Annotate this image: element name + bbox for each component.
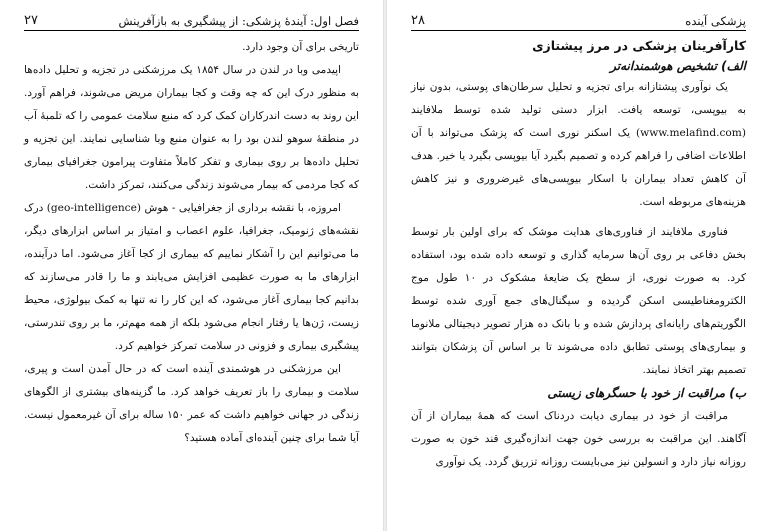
paragraph-a2: فناوری ملافایند از فناوری‌های هدایت موشک که برای اولین بار توسط بخش دفاعی بر روی آن‌ها سرمایه گذاری و توسعه داده شده بود، استفاده کرد. به صورت نوری، از سطح یک ضایعهٔ مشکوک در ۱۰ طول موج الکترومغناطیسی اسکن گردیده و سیگنال‌های جمع آوری شده توسط الگوریتم‌های رایانه‌ای پردازش شده و با بانک ده هزار تصویر دیجیتالی ملانوما و بیماری‌های پوستی تطابق داده می‌شوند تا بر اساس آن پزشکان بتوانند تصمیم بهتر اتخاذ نمایند.: [411, 226, 747, 376]
right-page: [387, 0, 770, 531]
paragraph-1: تاریخی برای آن وجود دارد.: [242, 41, 359, 53]
left-header-title: فصل اول: آیندهٔ پزشکی: از پیشگیری به بازآفرینش: [118, 14, 359, 28]
heading-sub-a: الف) تشخیص هوشمندانه‌تر: [610, 59, 746, 73]
right-page-body: [411, 36, 746, 474]
left-page: [0, 0, 383, 531]
left-page-number: ۲۷: [24, 13, 38, 28]
paragraph-3: امروزه، با نقشه برداری از جغرافیایی - هوش (geo-intelligence) درک نقشه‌های ژنومیک، جغرافیا، علوم اعصاب و امتیاز بر اساس ابزارهای دیگر، ما می‌توانیم این را آشکار نماییم که بیماری از کجا آغاز می‌شود. اما درآینده، ابزارهای ما به صورت عظیمی افزایش می‌یابند و ما را قادر می‌سازند که بدانیم کجا بیماری آغاز می‌شود، که این کار را نه تنها به کمک بیولوژی، محیط زیست، ژن‌ها یا رفتار انجام می‌شود بلکه از همه مهم‌تر، ما بر روی تندرستی، پیشگیری بیماری و فزونی در سلامت تمرکز خواهیم کرد.: [24, 202, 359, 352]
right-header-title: پزشکی آینده: [685, 14, 746, 28]
paragraph-a1: یک نوآوری پیشتازانه برای تجزیه و تحلیل سرطان‌های پوستی، بدون نیاز به بیوپسی، توسعه یافت. ابزار دستی تولید شده توسط ملافایند (www.melafind.com) یک اسکنر نوری است که پزشک می‌تواند با آن اطلاعات اضافی را فراهم کرده و تصمیم بگیرد آیا بیوپسی بگیرد یا خیر. هدف آن کاهش تعداد بیماران با اسکار بیوپسی‌های غیرضروری و نیز کاهش هزینه‌های مربوطه است.: [411, 81, 746, 208]
left-page-header: [24, 8, 359, 31]
book-gutter: [383, 0, 387, 531]
paragraph-b1: مراقبت از خود در بیماری دیابت دردناک است که همهٔ بیماران از آن آگاهند. این مراقبت به بررسی خون جهت اندازه‌گیری قند خون به صورت روزانه نیاز دارد و انسولین نیز می‌بایست روزانه تزریق گردد. یک نوآوری: [411, 410, 746, 468]
right-page-number: ۲۸: [411, 13, 425, 28]
left-page-body: [24, 36, 359, 450]
heading-main: کارآفرینان پزشکی در مرز پیشتازی: [532, 38, 746, 53]
paragraph-4: این مرزشکنی در هوشمندی آینده است که در حال آمدن است و پیری، سلامت و بیماری را باز تعریف خواهد کرد. ما گزینه‌های بیشتری از الگوهای زندگی در جهانی خواهیم داشت که عمر ۱۵۰ ساله برای آن غیرمعمول نیست. آیا شما برای چنین آینده‌ای آماده هستید؟: [24, 363, 359, 444]
paragraph-2: اپیدمی وبا در لندن در سال ۱۸۵۴ یک مرزشکنی در تجزیه و تحلیل داده‌ها به منظور درک این که چه وقت و کجا بیماران مریض می‌شوند، فراهم آورد. این روند به دست اندرکاران کمک کرد که منبع سلامت عمومی را که تلمبهٔ آب در منطقهٔ سوهو لندن بود را به عنوان منبع وبا شناسایی نمایند. این تجزیه و تحلیل داده‌ها بر روی بیماری و تفکر کاملاً متفاوت پیرامون جغرافیای بیماری که کجا مردمی که بیمار می‌شوند زندگی می‌کنند، تمرکز داشت.: [24, 64, 359, 191]
right-page-header: [411, 8, 746, 31]
heading-section-b: ب) مراقبت از خود با حسگرهای زیستی: [547, 386, 746, 400]
